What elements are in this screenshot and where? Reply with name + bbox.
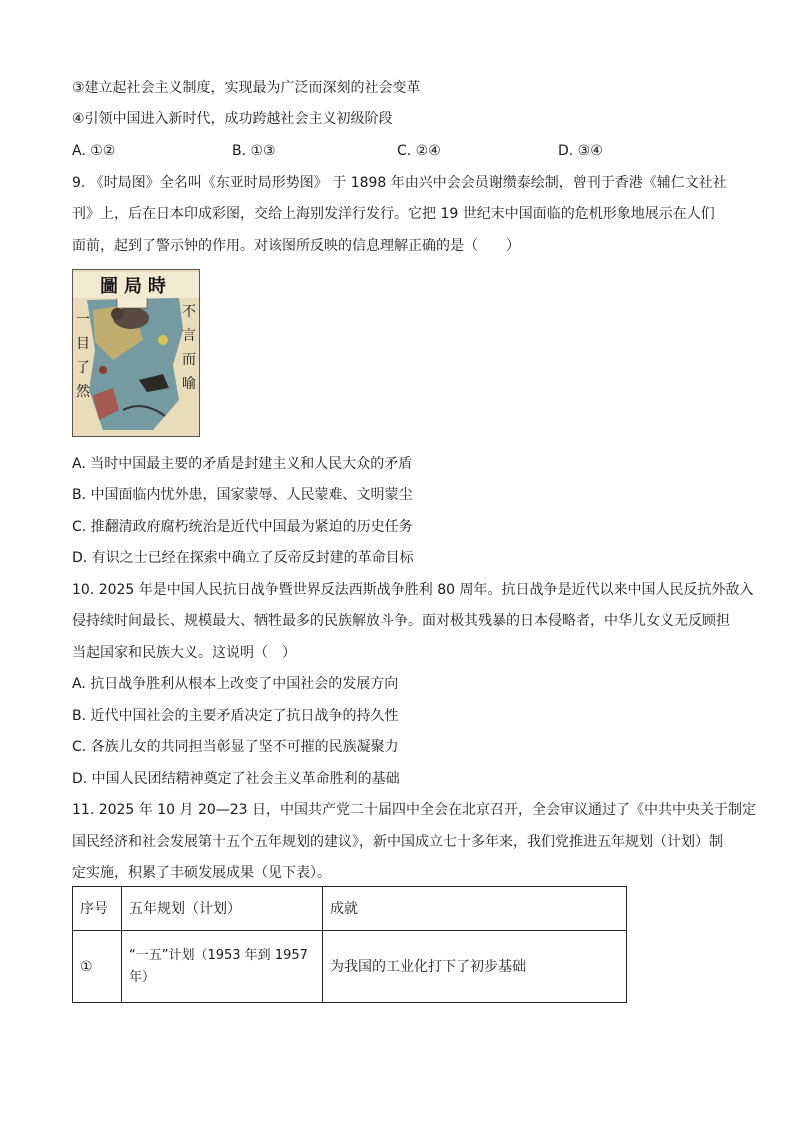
q9-option-b: B. 中国面临内忧外患，国家蒙辱、人民蒙难、文明蒙尘 [72, 487, 413, 503]
cell-achievement: 为我国的工业化打下了初步基础 [323, 931, 627, 1003]
q11-stem-line-2: 国民经济和社会发展第十五个五年规划的建议》，新中国成立七十多年来，我们党推进五年规划（计划）制 [72, 834, 723, 850]
q9-stem-line-3: 面前，起到了警示钟的作用。对该图所反映的信息理解正确的是（ ） [72, 238, 520, 254]
five-year-plan-table [72, 886, 627, 1003]
poster-left-char: 目 [76, 336, 90, 352]
q8-item-4: ④引领中国进入新时代，成功跨越社会主义初级阶段 [72, 111, 393, 127]
q10-option-d: D. 中国人民团结精神奠定了社会主义革命胜利的基础 [72, 771, 400, 787]
q8-options [72, 141, 632, 161]
q11-stem-line-1: 11. 2025 年 10 月 20—23 日，中国共产党二十届四中全会在北京召开，全会审议通过了《中共中央关于制定 [72, 802, 757, 818]
shijutu-poster-image [72, 269, 200, 437]
q8-option-c: C. ②④ [397, 143, 441, 159]
poster-title: 圖局時 [73, 272, 199, 298]
poster-right-char: 不 [182, 304, 196, 320]
poster-left-char: 一 [76, 312, 90, 328]
poster-left-text [75, 308, 91, 404]
q10-option-c: C. 各族儿女的共同担当彰显了坚不可摧的民族凝聚力 [72, 739, 399, 755]
q8-option-d: D. ③④ [558, 143, 603, 159]
table-header-row [73, 887, 627, 931]
header-number: 序号 [73, 887, 122, 931]
poster-right-text [181, 300, 197, 396]
q10-stem-line-3: 当起国家和民族大义。这说明（ ） [72, 645, 296, 661]
cell-plan: “一五”计划（1953 年到 1957 年） [122, 931, 323, 1003]
cell-number: ① [73, 931, 122, 1003]
poster-right-char: 喻 [182, 376, 196, 392]
q10-stem-line-1: 10. 2025 年是中国人民抗日战争暨世界反法西斯战争胜利 80 周年。抗日战争是近代以来中国人民反抗外敌入 [72, 582, 754, 598]
table-row [73, 931, 627, 1003]
q8-option-a: A. ①② [72, 143, 116, 159]
poster-left-char: 然 [76, 384, 90, 400]
q9-option-d: D. 有识之士已经在探索中确立了反帝反封建的革命目标 [72, 550, 414, 566]
q9-stem-line-2: 刊》上，后在日本印成彩图，交给上海别发洋行发行。它把 19 世纪末中国面临的危机形象地展示在人们 [72, 206, 715, 222]
header-achievement: 成就 [323, 887, 627, 931]
q8-item-3: ③建立起社会主义制度，实现最为广泛而深刻的社会变革 [72, 80, 421, 96]
q10-option-b: B. 近代中国社会的主要矛盾决定了抗日战争的持久性 [72, 708, 399, 724]
poster-right-char: 而 [182, 352, 196, 368]
poster-left-char: 了 [76, 360, 90, 376]
q9-option-c: C. 推翻清政府腐朽统治是近代中国最为紧迫的历史任务 [72, 519, 413, 535]
q10-stem-line-2: 侵持续时间最长、规模最大、牺牲最多的民族解放斗争。面对极其残暴的日本侵略者，中华儿女义无反顾担 [72, 613, 730, 629]
q8-option-b: B. ①③ [232, 143, 276, 159]
header-plan: 五年规划（计划） [122, 887, 323, 931]
q11-stem-line-3: 定实施，积累了丰硕发展成果（见下表）。 [72, 865, 331, 881]
q9-option-a: A. 当时中国最主要的矛盾是封建主义和人民大众的矛盾 [72, 456, 413, 472]
q10-option-a: A. 抗日战争胜利从根本上改变了中国社会的发展方向 [72, 676, 399, 692]
q9-stem-line-1: 9. 《时局图》全名叫《东亚时局形势图》 于 1898 年由兴中会会员谢缵泰绘制，曾刊于香港《辅仁文社社 [72, 175, 727, 191]
poster-right-char: 言 [182, 328, 196, 344]
